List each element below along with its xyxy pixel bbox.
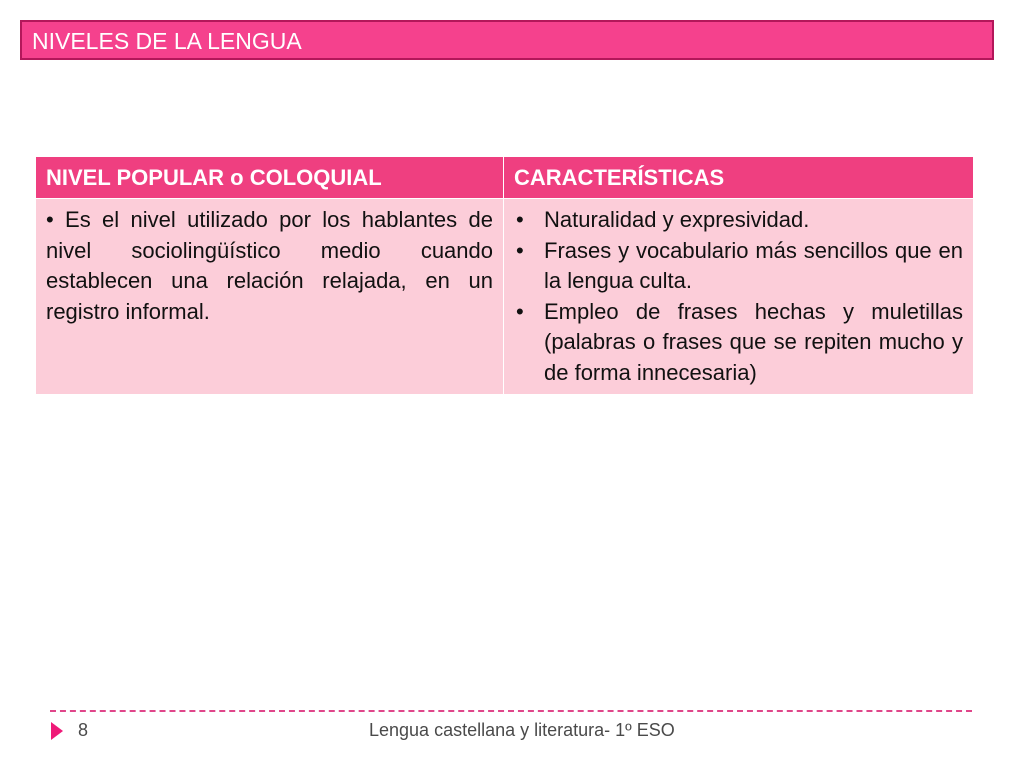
definition-cell [36,199,504,395]
page-number: 8 [78,720,89,740]
list-item-text: Frases y vocabulario más sencillos que en la lengua culta. [544,237,963,293]
table-header-row [36,157,974,199]
levels-table [35,156,974,395]
definition-bullet: • [46,207,54,232]
bullet-icon: • [516,207,524,232]
bullet-icon: • [516,298,524,324]
definition-text: Es el nivel utilizado por los hablantes de nivel sociolingüístico medio cuando establecen una relación relajada, en un registro informal. [46,207,493,324]
footer-text: Lengua castellana y literatura- 1º ESO [369,720,675,740]
characteristics-list [514,205,963,388]
list-item [514,236,963,297]
list-item-text: Empleo de frases hechas y muletillas (palabras o frases que se repiten mucho y de forma innecesaria) [544,298,963,385]
characteristics-cell [504,199,974,395]
right-triangle-icon [51,722,63,740]
definition-paragraph [46,205,493,327]
bullet-icon: • [516,237,524,263]
header-nivel-popular: NIVEL POPULAR o COLOQUIAL [36,157,504,199]
list-item [514,205,963,236]
list-item [514,297,963,389]
footer-divider [50,710,972,712]
slide-title: NIVELES DE LA LENGUA [20,20,994,60]
header-caracteristicas: CARACTERÍSTICAS [504,157,974,199]
table-row [36,199,974,395]
list-item-text: Naturalidad y expresividad. [544,207,810,232]
